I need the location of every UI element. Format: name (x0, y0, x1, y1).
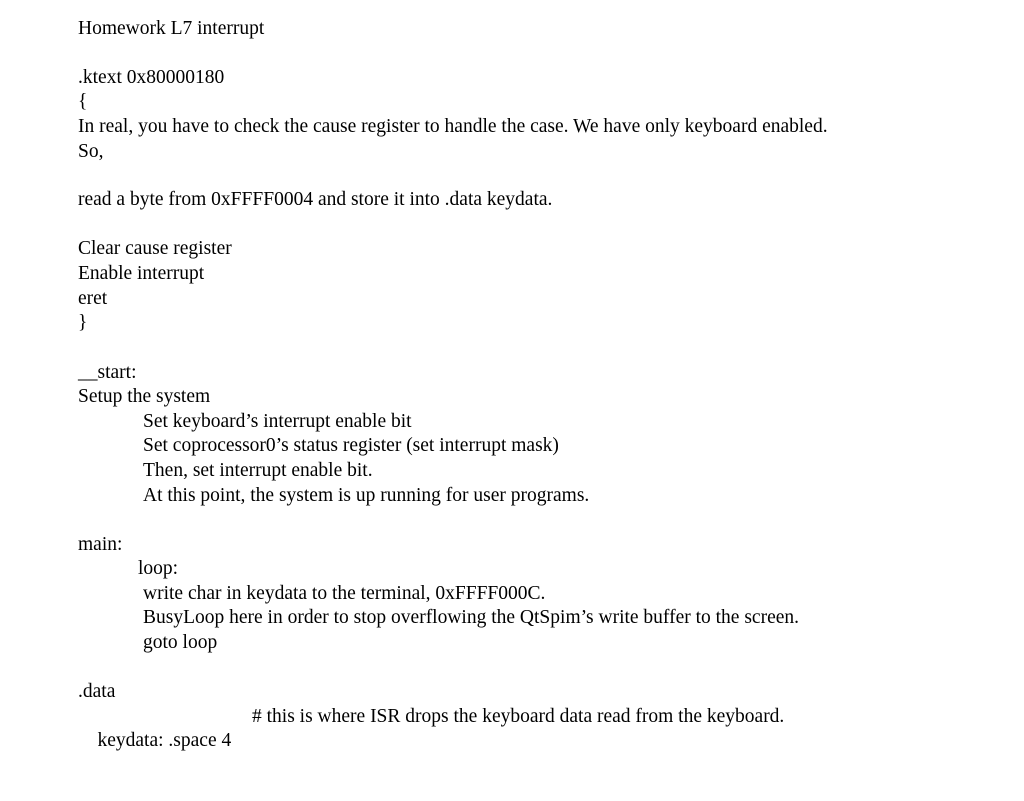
open-brace: { (78, 91, 88, 112)
loop-label: loop: (138, 558, 179, 579)
setup-step: Set coprocessor0’s status register (set interrupt mask) (143, 435, 559, 456)
loop-step: write char in keydata to the terminal, 0xFFFF000C. (143, 583, 546, 604)
setup-heading: Setup the system (78, 386, 211, 407)
clear-cause-step: Clear cause register (78, 238, 232, 259)
keydata-comment: # this is where ISR drops the keyboard data read from the keyboard. (252, 706, 785, 727)
enable-interrupt-step: Enable interrupt (78, 263, 205, 284)
setup-step: Set keyboard’s interrupt enable bit (143, 411, 412, 432)
setup-step: At this point, the system is up running for user programs. (143, 485, 590, 506)
main-label: main: (78, 534, 123, 555)
data-directive: .data (78, 681, 116, 702)
loop-step: goto loop (143, 632, 218, 653)
eret-instruction: eret (78, 288, 108, 309)
start-label: __start: (78, 362, 137, 383)
doc-title: Homework L7 interrupt (78, 18, 265, 39)
keydata-declaration: keydata: .space 4 (97, 730, 232, 751)
keydata-line (78, 705, 978, 751)
ktext-directive: .ktext 0x80000180 (78, 67, 225, 88)
real-note: In real, you have to check the cause register to handle the case. We have only keyboard enabled. (78, 116, 828, 137)
setup-step: Then, set interrupt enable bit. (143, 460, 373, 481)
so-text: So, (78, 141, 104, 162)
loop-step: BusyLoop here in order to stop overflowing the QtSpim’s write buffer to the screen. (143, 607, 800, 628)
close-brace: } (78, 312, 88, 333)
read-byte-step: read a byte from 0xFFFF0004 and store it into .data keydata. (78, 189, 553, 210)
